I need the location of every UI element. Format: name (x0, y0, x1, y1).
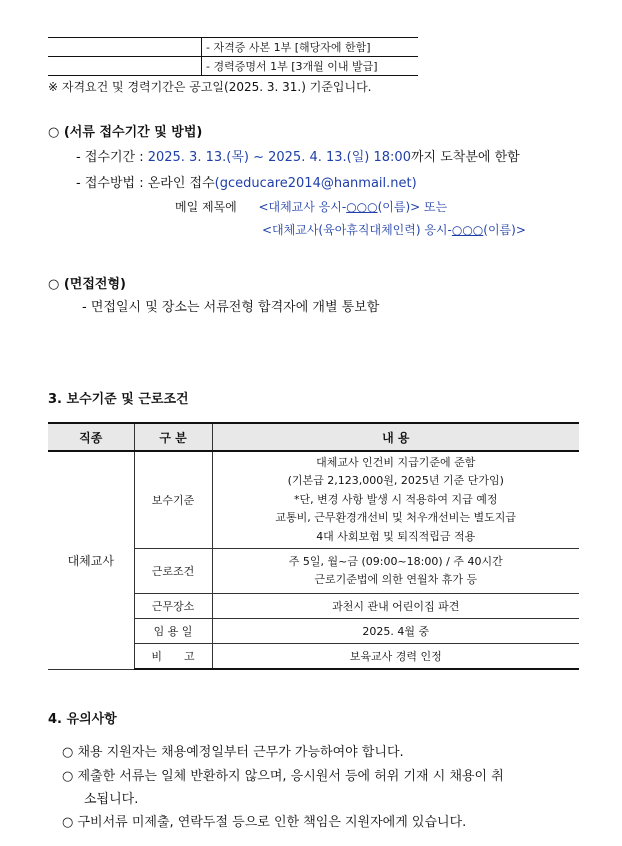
mail-subject-line-2: <대체교사(육아휴직대체인력) 응시-○○○(이름)> (262, 223, 526, 237)
document-item: - 자격증 사본 1부 [해당자에 한함] (202, 38, 419, 57)
row-label: 보수기준 (134, 451, 212, 549)
header-category: 구 분 (134, 423, 212, 451)
row-content: 과천시 관내 어린이집 파견 (212, 594, 579, 619)
row-content: 보육교사 경력 인정 (212, 644, 579, 670)
table-row (48, 57, 418, 76)
job-cell: 대체교사 (48, 451, 134, 669)
row-label: 임 용 일 (134, 619, 212, 644)
subject-or: 또는 (420, 200, 448, 214)
subject-label: 메일 제목에 (175, 200, 237, 214)
period-label: - 접수기간 : (76, 150, 148, 165)
section4-heading: 4. 유의사항 (48, 712, 117, 727)
document-item: - 경력증명서 1부 [3개월 이내 발급] (202, 57, 419, 76)
row-content: 2025. 4월 중 (212, 619, 579, 644)
interview-heading: ○ (면접전형) (48, 277, 126, 292)
notice-item-continuation: 소됩니다. (84, 792, 139, 807)
notice-item: ○ 채용 지원자는 채용예정일부터 근무가 가능하여야 합니다. (62, 745, 404, 760)
interview-body: - 면접일시 및 장소는 서류전형 합격자에 개별 통보함 (82, 300, 380, 315)
table-header-row (48, 423, 579, 451)
submission-period (76, 146, 520, 165)
notice-item: ○ 제출한 서류는 일체 반환하지 않으며, 응시원서 등에 허위 기재 시 채용이 취 (62, 769, 504, 784)
empty-cell (48, 57, 202, 76)
salary-conditions-table (48, 422, 579, 670)
row-label: 비 고 (134, 644, 212, 670)
header-content: 내 용 (212, 423, 579, 451)
row-label: 근무장소 (134, 594, 212, 619)
notice-item: ○ 구비서류 미제출, 연락두절 등으로 인한 책임은 지원자에게 있습니다. (62, 815, 467, 830)
table-row (48, 451, 579, 549)
row-content: 대체교사 인건비 지급기준에 준함 (기본급 2,123,000원, 2025년 기준 단가임) *단, 변경 사항 발생 시 적용하여 지급 예정 교통비, 근무환경개선비 및 처우개선비는 별도지급 4대 사회보험 및 퇴직적립금 적용 (212, 451, 579, 549)
row-label: 근로조건 (134, 549, 212, 594)
period-suffix: 까지 도착분에 한함 (410, 150, 520, 165)
subject-format-1: <대체교사 응시-○○○(이름)> (258, 200, 421, 214)
qualification-note: ※ 자격요건 및 경력기간은 공고일(2025. 3. 31.) 기준입니다. (48, 80, 372, 94)
method-label: - 접수방법 : 온라인 접수 (76, 176, 215, 191)
row-content: 주 5일, 월~금 (09:00~18:00) / 주 40시간 근로기준법에 의한 연월차 휴가 등 (212, 549, 579, 594)
empty-cell (48, 38, 202, 57)
mail-subject-line-1 (175, 198, 447, 215)
period-value: 2025. 3. 13.(목) ~ 2025. 4. 13.(일) 18:00 (147, 150, 411, 165)
header-job: 직종 (48, 423, 134, 451)
method-email: (gceducare2014@hanmail.net) (214, 176, 417, 191)
required-documents-table-fragment (48, 37, 418, 76)
documents-heading: ○ (서류 접수기간 및 방법) (48, 125, 203, 140)
table-row (48, 38, 418, 57)
submission-method (76, 172, 417, 191)
section3-heading: 3. 보수기준 및 근로조건 (48, 392, 189, 407)
